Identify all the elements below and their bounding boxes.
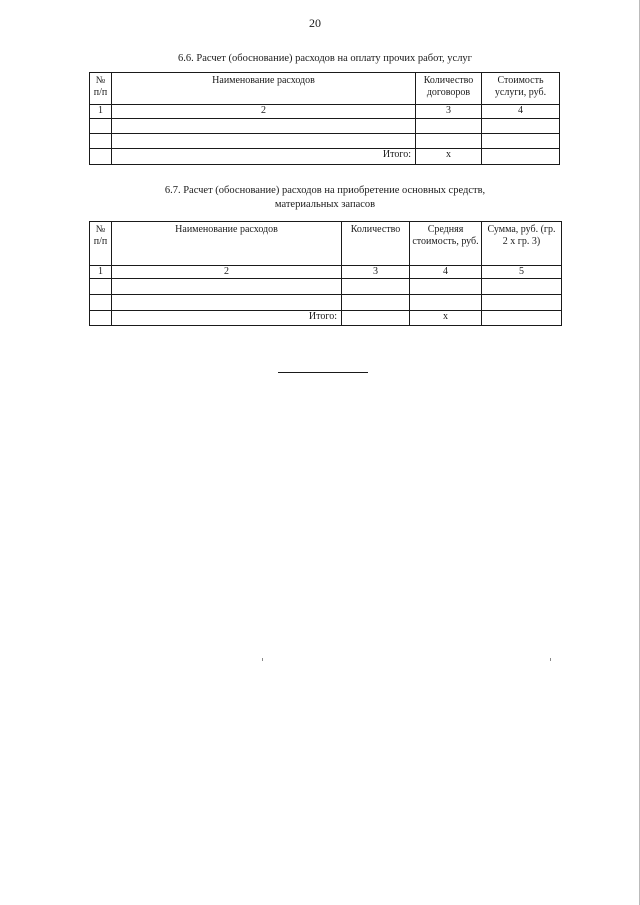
table-row [90,119,560,134]
total-row [90,149,560,165]
table-cell [90,279,112,295]
column-number-cell: 2 [112,105,416,119]
section-6-6-title: 6.6. Расчет (обоснование) расходов на оплату прочих работ, услуг [178,53,472,64]
closing-divider-line [278,372,368,373]
table-cell [482,279,562,295]
table-cell [90,149,112,165]
table-row [90,295,562,311]
table-row [90,279,562,295]
column-numbers-row [90,266,562,279]
table-cell [482,295,562,311]
column-number-cell: 4 [410,266,482,279]
header-expense-name: Наименование расходов [112,73,416,105]
table-cell [90,119,112,134]
table-cell [342,279,410,295]
table-cell [416,119,482,134]
table-cell [410,295,482,311]
column-number-cell: 2 [112,266,342,279]
table-cell [482,119,560,134]
table-cell [112,134,416,149]
header-average-cost: Средняя стоимость, руб. [410,222,482,266]
table-cell [90,134,112,149]
total-row [90,311,562,326]
section-6-7-title-line2: материальных запасов [274,199,376,210]
total-value-cell [482,311,562,326]
total-label: Итого: [112,149,416,165]
column-number-cell: 3 [342,266,410,279]
table-cell [112,119,416,134]
total-value-cell [482,149,560,165]
scan-speck [262,658,263,661]
header-number: № п/п [90,222,112,266]
table-cell [90,311,112,326]
table-cell [90,295,112,311]
table-cell [342,295,410,311]
scan-speck [550,658,551,661]
table-cell [410,279,482,295]
section-6-7-title-line1: 6.7. Расчет (обоснование) расходов на приобретение основных средств, [164,185,486,196]
table-cell [112,295,342,311]
header-service-cost: Стоимость услуги, руб. [482,73,560,105]
table-header-row [90,222,562,266]
column-number-cell: 3 [416,105,482,119]
table-cell [112,279,342,295]
column-number-cell: 1 [90,266,112,279]
header-expense-name: Наименование расходов [112,222,342,266]
header-number: № п/п [90,73,112,105]
total-mark: х [416,149,482,165]
table-cell [416,134,482,149]
table-fixed-assets-materials [89,221,562,326]
page-number: 20 [309,16,321,30]
total-mark: х [410,311,482,326]
table-cell [342,311,410,326]
column-number-cell: 4 [482,105,560,119]
section-6-7-title [0,184,640,212]
table-cell [482,134,560,149]
column-numbers-row [90,105,560,119]
header-sum: Сумма, руб. (гр. 2 х гр. 3) [482,222,562,266]
table-other-works-services [89,72,560,165]
table-row [90,134,560,149]
column-number-cell: 5 [482,266,562,279]
header-quantity: Количество [342,222,410,266]
column-number-cell: 1 [90,105,112,119]
total-label: Итого: [112,311,342,326]
table-header-row [90,73,560,105]
header-contract-count: Количество договоров [416,73,482,105]
